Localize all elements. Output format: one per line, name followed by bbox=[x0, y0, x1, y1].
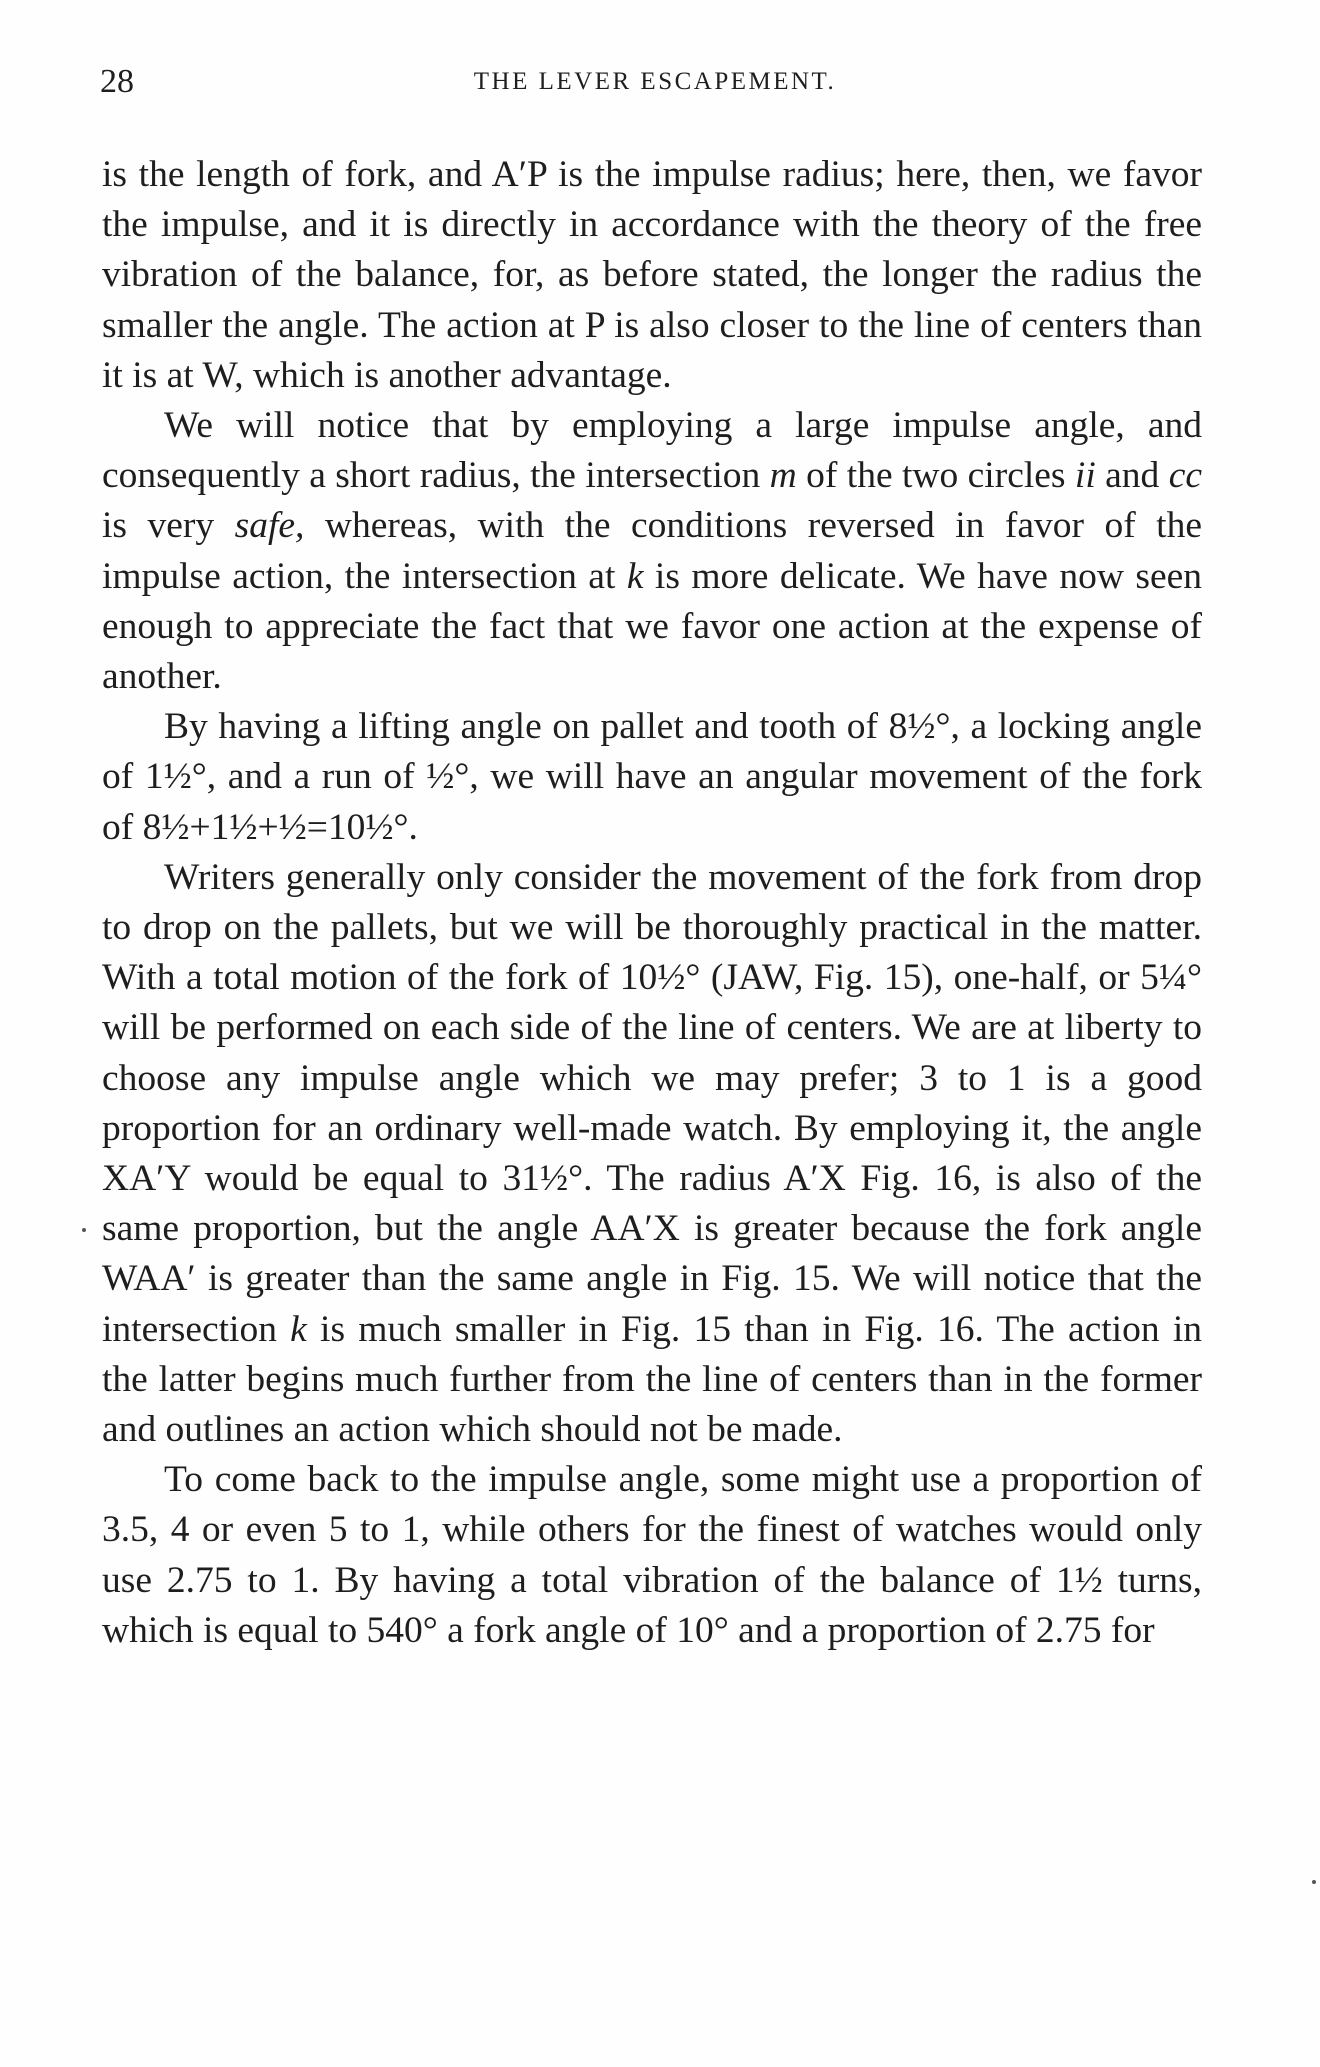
margin-speck bbox=[82, 1228, 86, 1232]
paragraph-4 bbox=[102, 853, 1202, 1455]
running-title: THE LEVER ESCAPEMENT. bbox=[473, 68, 837, 95]
italic-safe: safe, bbox=[234, 505, 305, 547]
paragraph-2-text: whereas, with the conditions reversed in favor of the impulse action, the intersection at bbox=[102, 505, 1202, 597]
paragraph-2-text: is more delicate. We have now seen enough to appreciate the fact that we favor one action at the expense of another. bbox=[102, 555, 1202, 698]
italic-ii: ii bbox=[1074, 455, 1096, 497]
italic-cc: cc bbox=[1168, 455, 1203, 497]
body-text bbox=[102, 150, 1202, 1656]
page-number: 28 bbox=[100, 63, 134, 100]
page-header bbox=[100, 58, 1210, 106]
paragraph-1: is the length of fork, and A′P is the impulse radius; here, then, we favor the impulse, and it is directly in accordance with the theory of the free vibration of the balance, for, as before stated, the longer the radius the smaller the angle. The action at P is also closer to the line of centers than it is at W, which is another advantage. bbox=[102, 154, 1202, 396]
paragraph-4-text: Writers generally only consider the movement of the fork from drop to drop on the pallets, but we will be thoroughly practical in the matter. With a total motion of the fork of 10½° (JAW, Fig. 15), one-half, or 5¼° will be performed on each side of the line of centers. We are at liberty to choose any impulse angle which we may prefer; 3 to 1 is a good proportion for an ordinary well-made watch. By employing it, the angle XA′Y would be equal to 31½°. The radius A′X Fig. 16, is also of the same proportion, but the angle AA′X is greater because the fork angle WAA′ is greater than the same angle in Fig. 15. We will notice that the intersection bbox=[102, 856, 1202, 1350]
paragraph-2-text: We will notice that by employing a large impulse angle, and consequently a short radius, the intersection bbox=[102, 405, 1202, 497]
paragraph-2-text: and bbox=[1095, 455, 1169, 497]
paragraph-3: By having a lifting angle on pallet and tooth of 8½°, a locking angle of 1½°, and a run of ½°, we will have an angular movement of the fork of 8½+1½+½=10½°. bbox=[102, 706, 1202, 848]
italic-m: m bbox=[769, 455, 797, 497]
paragraph-2 bbox=[102, 401, 1202, 702]
paragraph-2-text: is very bbox=[102, 505, 235, 547]
paragraph-5: To come back to the impulse angle, some might use a proportion of 3.5, 4 or even 5 to 1, while others for the finest of watches would only use 2.75 to 1. By having a total vibration of the balance of 1½ turns, which is equal to 540° a fork angle of 10° and a proportion of 2.75 for bbox=[102, 1459, 1202, 1651]
italic-k: k bbox=[626, 555, 644, 597]
italic-k: k bbox=[290, 1308, 307, 1350]
margin-speck bbox=[1312, 1880, 1316, 1884]
paragraph-4-text: is much smaller in Fig. 15 than in Fig. 16. The action in the latter begins much further from the line of centers than in the former and outlines an action which should not be made. bbox=[102, 1308, 1202, 1451]
paragraph-2-text: of the two circles bbox=[796, 455, 1075, 497]
